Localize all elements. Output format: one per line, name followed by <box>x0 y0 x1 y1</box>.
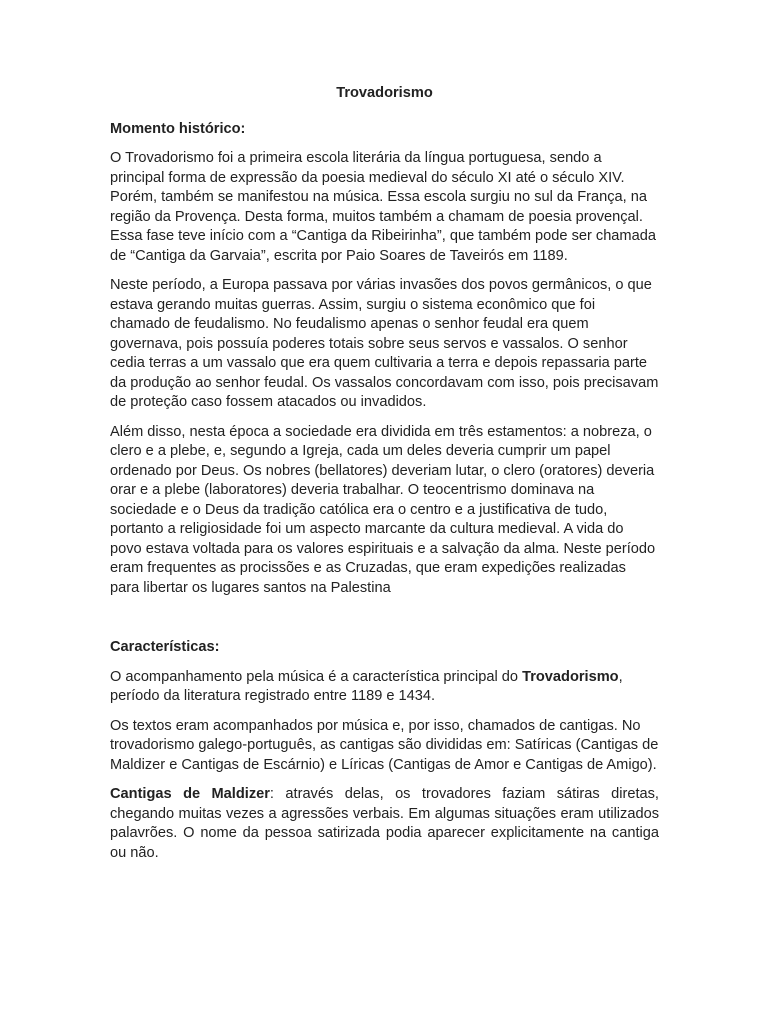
document-page <box>110 84 659 873</box>
bold-term: Cantigas de Maldizer <box>110 786 270 802</box>
paragraph-characteristics-1 <box>110 668 659 707</box>
paragraph-characteristics-2: Os textos eram acompanhados por música e, por isso, chamados de cantigas. No trovadorismo galego-português, as cantigas são divididas em: Satíricas (Cantigas de Maldizer e Cantigas de Escárnio) e Líricas (Cantigas de Amor e Cantigas de Amigo). <box>110 717 659 773</box>
paragraph-text: , período da literatura registrado entre 1189 e 1434. <box>110 668 623 704</box>
section-spacer <box>110 608 659 638</box>
paragraph-historical-2: Neste período, a Europa passava por várias invasões dos povos germânicos, o que estava gerando muitas guerras. Assim, surgiu o sistema econômico que foi chamado de feudalismo. No feudalismo apenas o senhor feudal era quem governava, pois possuía poderes totais sobre seus servos e vassalos. O senhor cedia terras a um vassalo que era quem cultivaria a terra e depois repassaria parte da produção ao senhor feudal. Os vassalos concordavam com isso, pois precisavam de proteção caso fossem atacados ou invadidos. <box>110 277 659 410</box>
paragraph-text: O acompanhamento pela música é a característica principal do <box>110 668 523 685</box>
paragraph-text: : através delas, os trovadores faziam sátiras diretas, chegando muitas vezes a agressões verbais. Em algumas situações eram utilizados palavrões. O nome da pessoa satirizada podia aparecer explicitamente na cantiga ou não. <box>110 786 659 861</box>
bold-term: Trovadorismo <box>522 668 619 685</box>
document-title: Trovadorismo <box>336 85 433 101</box>
paragraph-historical-1: O Trovadorismo foi a primeira escola literária da língua portuguesa, sendo a principal forma de expressão da poesia medieval do século XI até o século XIV. Porém, também se manifestou na música. Essa escola surgiu no sul da França, na região da Provença. Desta forma, muitos também a chamam de poesia provençal. Essa fase teve início com a “Cantiga da Ribeirinha”, que também pode ser chamada de “Cantiga da Garvaia”, escrita por Paio Soares de Taveirós em 1189. <box>110 150 656 264</box>
section-heading-characteristics: Características: <box>110 639 220 655</box>
paragraph-maldizer <box>110 785 659 863</box>
paragraph-historical-3: Além disso, nesta época a sociedade era dividida em três estamentos: a nobreza, o clero e a plebe, e, segundo a Igreja, cada um deles deveria cumprir um papel ordenado por Deus. Os nobres (bellatores) deveriam lutar, o clero (oratores) deveria orar e a plebe (laboratores) deveria trabalhar. O teocentrismo dominava na sociedade e o Deus da tradição católica era o centro e a justificativa de tudo, portanto a religiosidade foi um aspecto marcante da cultura medieval. A vida do povo estava voltada para os valores espirituais e a salvação da alma. Neste período eram frequentes as procissões e as Cruzadas, que eram expedições realizadas para libertar os lugares santos na Palestina <box>110 423 656 596</box>
section-heading-historical-moment: Momento histórico: <box>110 120 246 137</box>
